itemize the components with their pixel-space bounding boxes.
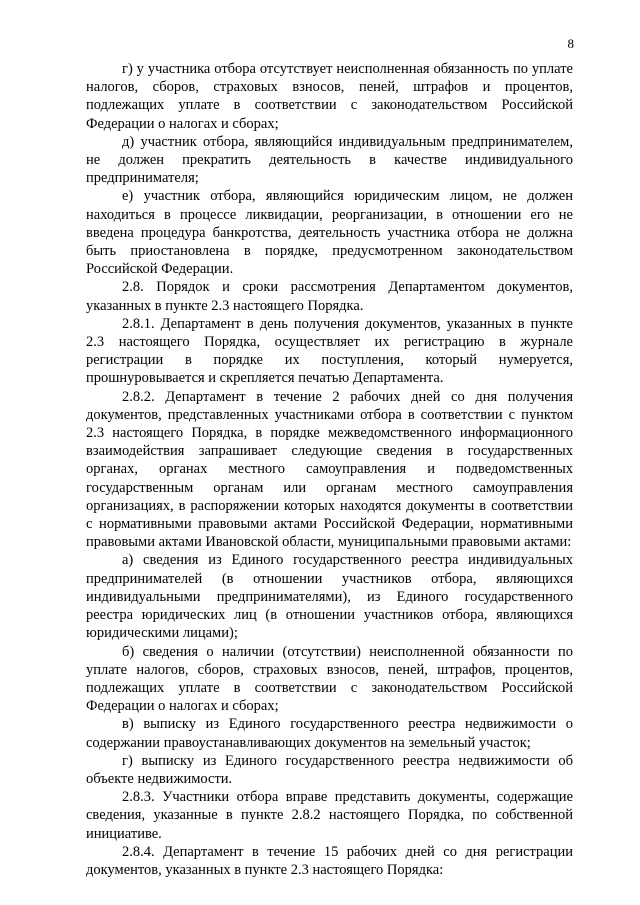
paragraph-e-legal-entity: е) участник отбора, являющийся юридическим лицом, не должен находиться в процессе ликвидации, реорганизации, в отношении его не введена процедура банкротства, деятельность участника отбора не должна быть приостановлена в порядке, предусмотренном законодательством Российской Федерации. <box>86 188 573 278</box>
paragraph-g-no-tax-debt: г) у участника отбора отсутствует неисполненная обязанность по уплате налогов, сборов, страховых взносов, пеней, штрафов и процентов, подлежащих уплате в соответствии с законодательством Российской Федерации о налогах и сборах; <box>86 61 573 132</box>
paragraph-g-real-estate-extract: г) выписку из Единого государственного реестра недвижимости об объекте недвижимости. <box>86 752 573 787</box>
paragraph-2-8-2: 2.8.2. Департамент в течение 2 рабочих дней со дня получения документов, представленных участниками отбора в соответствии с пунктом 2.3 настоящего Порядка, в порядке межведомственного информационного взаимодействия запрашивает следующие сведения в государственных органах, органах местного самоуправления и подведомственных государственным органам или органам местного самоуправления организациях, в распоряжении которых находятся документы в соответствии с нормативными правовыми актами Российской Федерации, нормативными правовыми актами Ивановской области, муниципальными правовыми актами: <box>86 388 573 551</box>
paragraph-2-8: 2.8. Порядок и сроки рассмотрения Департаментом документов, указанных в пункте 2.3 настоящего Порядка. <box>86 279 573 314</box>
paragraph-2-8-3: 2.8.3. Участники отбора вправе представить документы, содержащие сведения, указанные в пункте 2.8.2 настоящего Порядка, по собственной инициативе. <box>86 789 573 842</box>
document-body <box>86 60 573 879</box>
paragraph-b-tax-obligations: б) сведения о наличии (отсутствии) неисполненной обязанности по уплате налогов, сборов, страховых взносов, пеней, штрафов, процентов, подлежащих уплате в соответствии с законодательством Российской Федерации о налогах и сборах; <box>86 643 573 715</box>
paragraph-v-land-plot-extract: в) выписку из Единого государственного реестра недвижимости о содержании правоустанавливающих документов на земельный участок; <box>86 716 573 751</box>
paragraph-2-8-1: 2.8.1. Департамент в день получения документов, указанных в пункте 2.3 настоящего Порядка, осуществляет их регистрацию в журнале регистрации в порядке их поступления, который нумеруется, прошнуровывается и скрепляется печатью Департамента. <box>86 315 573 387</box>
paragraph-2-8-4: 2.8.4. Департамент в течение 15 рабочих дней со дня регистрации документов, указанных в пункте 2.3 настоящего Порядка: <box>86 843 573 878</box>
page-number: 8 <box>567 36 574 51</box>
paragraph-a-registry-info: а) сведения из Единого государственного реестра индивидуальных предпринимателей (в отношении участников отбора, являющихся индивидуальными предпринимателями), из Единого государственного реестра юридических лиц (в отношении участников отбора, являющихся юридическими лицами); <box>86 552 573 642</box>
paragraph-d-individual-entrepreneur: д) участник отбора, являющийся индивидуальным предпринимателем, не должен прекратить деятельность в качестве индивидуального предпринимателя; <box>86 133 573 187</box>
